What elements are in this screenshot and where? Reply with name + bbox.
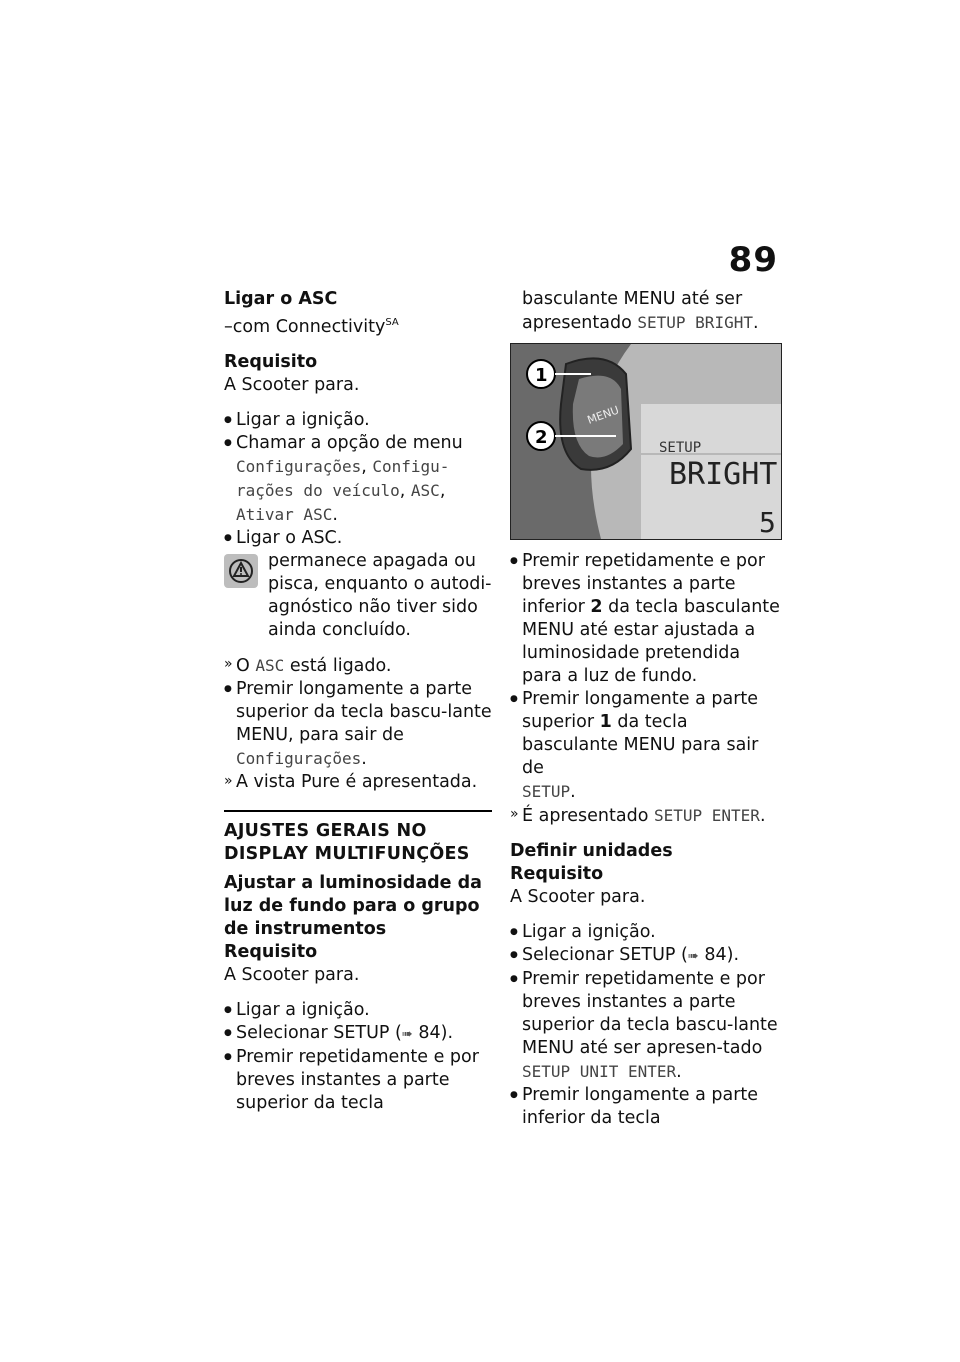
sub-title-luminosidade: Ajustar a luminosidade da luz de fundo para o grupo de instrumentos (224, 872, 482, 939)
units-step-premir (510, 968, 782, 1084)
cont-text: basculante MENU até ser apresentado (522, 289, 743, 333)
units-step-longamente: ● Premir longamente a parte inferior da tecla (510, 1084, 782, 1130)
step-ligar-asc: ● Ligar o ASC. (224, 527, 492, 550)
menu-sep-2: , (399, 480, 411, 501)
menu-path-5: Ativar ASC (236, 504, 333, 524)
instrument-photo-svg (511, 344, 781, 539)
requisito2-text: A Scooter para. (224, 964, 360, 985)
u3-end: . (676, 1062, 682, 1082)
step2-ignicao: ● Ligar a ignição. (224, 999, 492, 1022)
step-menu (224, 432, 492, 527)
b2-mono: SETUP (522, 782, 571, 801)
continuation-text (510, 288, 782, 335)
lcd-bright: BRIGHT (669, 457, 778, 492)
b2-pre: Premir longamente a parte superior (522, 689, 759, 732)
step-r2 (510, 688, 782, 804)
s2-ref[interactable]: 84 (418, 1022, 441, 1043)
requisito2-heading: Requisito (224, 941, 318, 962)
u2-ref[interactable]: 84 (704, 945, 727, 965)
step4-mono: Configurações (236, 748, 362, 768)
result-pure: » A vista Pure é apresentada. (224, 771, 492, 794)
requisito-text: A Scooter para. (224, 374, 360, 395)
result1-suffix: está ligado. (284, 655, 392, 676)
step4-text: Premir longamente a parte superior da tecla bascu-lante MENU, para sair de (236, 678, 492, 745)
units-step-setup (510, 944, 782, 968)
u2-prefix: Selecionar SETUP ( (522, 945, 688, 965)
page-ref-arrow-icon: ➠ (687, 949, 699, 964)
callout-2: 2 (535, 427, 548, 448)
result-asc-ligado (224, 654, 492, 678)
step-ignicao: ● Ligar a ignição. (224, 409, 492, 432)
b2-post: da tecla basculante MENU para sair de (522, 712, 759, 778)
units-step-ignicao: ● Ligar a ignição. (510, 921, 782, 944)
result1-prefix: O (236, 655, 256, 676)
r1-end: . (759, 806, 766, 826)
b1-post: da tecla basculante MENU até estar ajustada a luminosidade pretendida para a luz de fundo. (522, 597, 780, 686)
result1-mono: ASC (255, 655, 285, 675)
step-r1 (510, 550, 782, 688)
menu-path-3: rações do veículo (236, 480, 400, 500)
menu-path-1: Configurações (236, 456, 362, 476)
r1-mono: SETUP ENTER (653, 806, 760, 825)
step2-setup (224, 1022, 492, 1046)
menu-path-2: Configu- (372, 456, 450, 476)
b2-end: . (570, 782, 576, 802)
menu-sep-1: , (361, 456, 373, 477)
result-setup-enter (510, 804, 782, 828)
page-number: 89 (728, 240, 778, 280)
heading-ligar-asc: Ligar o ASC (224, 289, 338, 309)
section-divider (224, 810, 492, 812)
units-requisito-heading: Requisito (510, 864, 604, 884)
page-ref-arrow-icon: ➠ (401, 1026, 413, 1042)
callout-1: 1 (535, 365, 548, 386)
units-heading: Definir unidades (510, 841, 673, 861)
step-sair (224, 678, 492, 771)
asc-warning-light-icon (224, 554, 258, 588)
left-column (224, 288, 492, 1115)
warning-text: permanece apagada ou pisca, enquanto o autodi-agnóstico não tiver sido ainda concluído. (268, 550, 492, 640)
requisito-heading: Requisito (224, 351, 318, 372)
menu-path-4: ASC (410, 480, 440, 500)
lcd-value: 5 (759, 506, 776, 539)
u3-text: Premir repetidamente e por breves instantes a parte superior da tecla bascu-lante MENU até ser apresen-tado (522, 969, 778, 1058)
u2-suffix: ). (726, 945, 740, 965)
units-requisito-text: A Scooter para. (510, 887, 646, 907)
b2-num: 1 (599, 712, 612, 732)
menu-sep-3: , (439, 480, 446, 501)
b1-pre: Premir repetidamente e por breves instantes a parte inferior (522, 551, 765, 617)
warning-block (224, 550, 492, 642)
step4-end: . (361, 748, 367, 769)
cont-mono: SETUP BRIGHT (637, 313, 753, 332)
menu-button-label: MENU (585, 403, 621, 427)
connectivity-note (224, 311, 492, 339)
s2-prefix: Selecionar SETUP ( (236, 1022, 402, 1043)
sa-superscript: SA (385, 317, 399, 328)
menu-end: . (332, 504, 338, 525)
step2-premir: ● Premir repetidamente e por breves instantes a parte superior da tecla (224, 1046, 492, 1115)
instrument-photo (510, 343, 782, 540)
b1-num: 2 (590, 597, 603, 617)
cont-end: . (752, 313, 759, 333)
u3-mono: SETUP UNIT ENTER (522, 1062, 677, 1081)
section-title: AJUSTES GERAIS NO DISPLAY MULTIFUNÇÕES (224, 820, 470, 864)
lcd-setup: SETUP (659, 440, 702, 456)
connectivity-text: –com Connectivity (224, 316, 386, 337)
r1-pre: É apresentado (522, 806, 654, 826)
s2-suffix: ). (440, 1022, 454, 1043)
right-column (510, 288, 782, 1130)
step-menu-text: Chamar a opção de menu (236, 432, 463, 453)
